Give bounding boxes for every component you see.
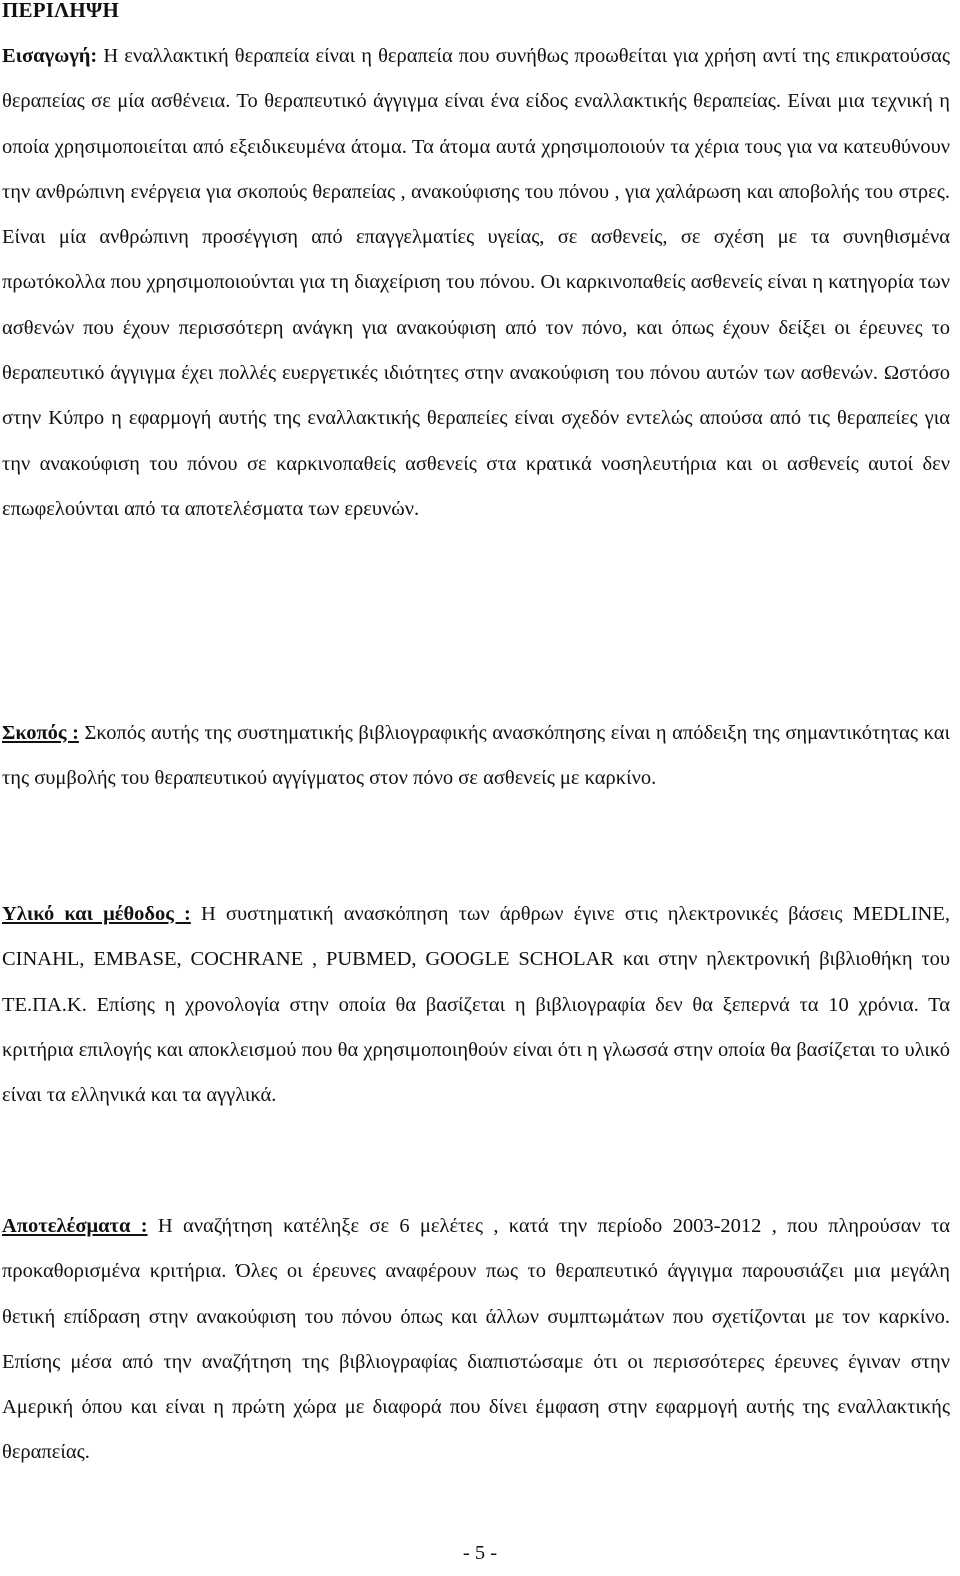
section-aim: [2, 711, 950, 802]
section-text-materials-methods: Η συστηματική ανασκόπηση των άρθρων έγινε στις ηλεκτρονικές βάσεις MEDLINE, CINAHL, EMBASE, COCHRANE , PUBMED, GOOGLE SCHOLAR και στην ηλεκτρονική βιβλιοθήκη του ΤΕ.ΠΑ.Κ. Επίσης η χρονολογία στην οποία θα βασίζεται η βιβλιογραφία δεν θα ξεπερνά τα 10 χρόνια. Τα κριτήρια επιλογής και αποκλεισμού που θα χρησιμοποιηθούν είναι ότι η γλωσσά στην οποία θα βασίζεται το υλικό είναι τα ελληνικά και τα αγγλικά.: [2, 903, 950, 1107]
section-text-aim: Σκοπός αυτής της συστηματικής βιβλιογραφικής ανασκόπησης είναι η απόδειξη της σημαντικότητας και της συμβολής του θεραπευτικού αγγίγματος στον πόνο σε ασθενείς με καρκίνο.: [2, 722, 950, 790]
section-label-aim: Σκοπός :: [2, 722, 79, 744]
section-text-results: Η αναζήτηση κατέληξε σε 6 μελέτες , κατά την περίοδο 2003-2012 , που πληρούσαν τα προκαθορισμένα κριτήρια. Όλες οι έρευνες αναφέρουν πως το θεραπευτικό άγγιγμα παρουσιάζει μια μεγάλη θετική επίδραση στην ανακούφιση του πόνου όπως και άλλων συμπτωμάτων που σχετίζονται με τον καρκίνο. Επίσης μέσα από την αναζήτηση της βιβλιογραφίας διαπιστώσαμε ότι οι περισσότερες έρευνες έγιναν στην Αμερική όπου και είναι η πρώτη χώρα με διαφορά που δίνει έμφαση στην εφαρμογή αυτής της εναλλακτικής θεραπείας.: [2, 1215, 950, 1464]
section-introduction: [2, 34, 950, 532]
section-label-materials-methods: Υλικό και μέθοδος :: [2, 903, 191, 925]
page-number: - 5 -: [462, 1542, 498, 1564]
section-results: [2, 1204, 950, 1476]
section-text-introduction: Η εναλλακτική θεραπεία είναι η θεραπεία που συνήθως προωθείται για χρήση αντί της επικρατούσας θεραπείας σε μία ασθένεια. Το θεραπευτικό άγγιγμα είναι ένα είδος εναλλακτικής θεραπείας. Είναι μια τεχνική η οποία χρησιμοποιείται από εξειδικευμένα άτομα. Τα άτομα αυτά χρησιμοποιούν τα χέρια τους για να κατευθύνουν την ανθρώπινη ενέργεια για σκοπούς θεραπείας , ανακούφισης του πόνου , για χαλάρωση και αποβολής του στρες. Είναι μία ανθρώπινη προσέγγιση από επαγγελματίες υγείας, σε ασθενείς, σε σχέση με τα συνηθισμένα πρωτόκολλα που χρησιμοποιούνται για τη διαχείριση του πόνου. Οι καρκινοπαθείς ασθενείς είναι η κατηγορία των ασθενών που έχουν περισσότερη ανάγκη για ανακούφιση από τον πόνο, και όπως έχουν δείξει οι έρευνες το θεραπευτικό άγγιγμα έχει πολλές ευεργετικές ιδιότητες στην ανακούφιση του πόνου αυτών των ασθενών. Ωστόσο στην Κύπρο η εφαρμογή αυτής της εναλλακτικής θεραπείες είναι σχεδόν εντελώς απούσα από τις θεραπείες για την ανακούφιση του πόνου σε καρκινοπαθείς ασθενείς στα κρατικά νοσηλευτήρια και οι ασθενείς αυτοί δεν επωφελούνται από τα αποτελέσματα των ερευνών.: [2, 45, 950, 520]
page-title: ΠΕΡΙΛΗΨΗ: [2, 0, 120, 22]
section-label-results: Αποτελέσματα :: [2, 1215, 148, 1237]
section-materials-methods: [2, 892, 950, 1118]
section-label-introduction: Εισαγωγή:: [2, 45, 98, 67]
